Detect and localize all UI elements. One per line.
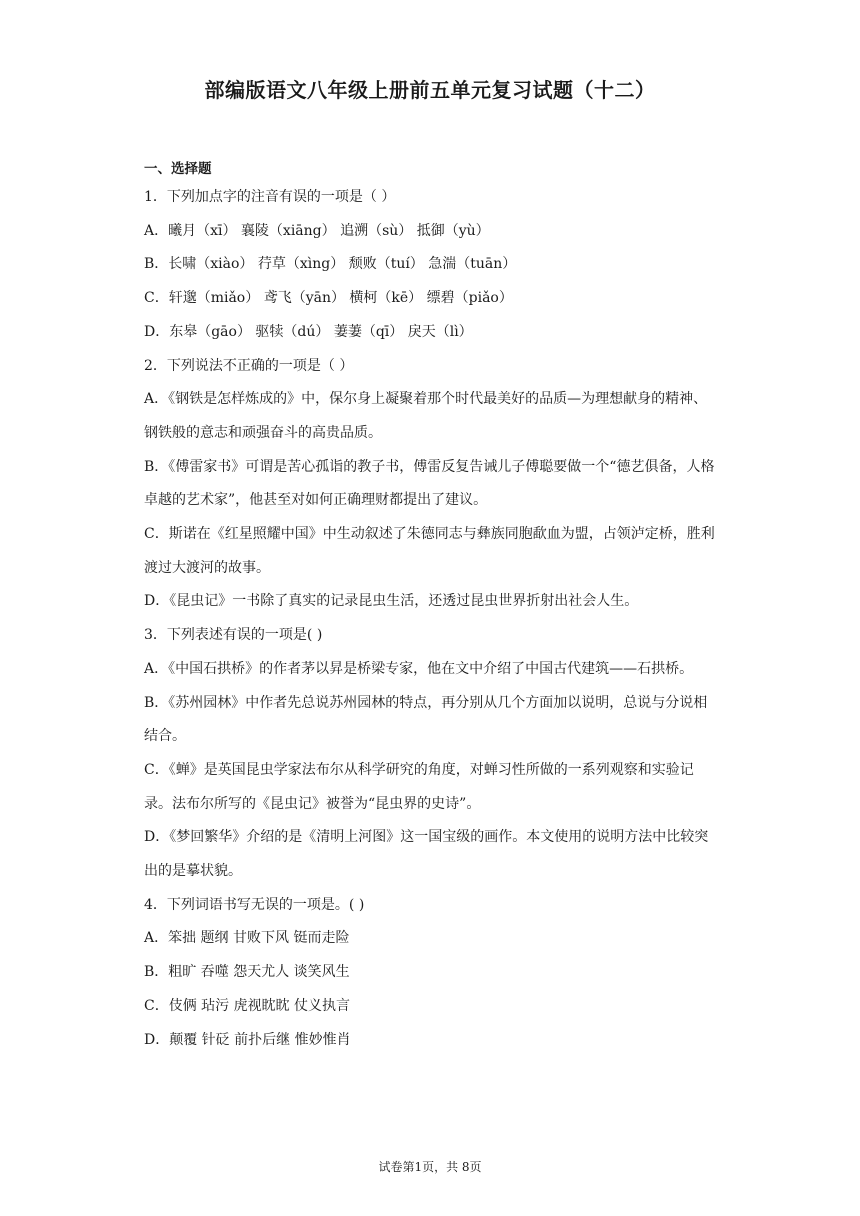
page-title: 部编版语文八年级上册前五单元复习试题（十二） [204,78,656,102]
question-3-option-c: C．《蝉》是英国昆虫学家法布尔从科学研究的角度，对蝉习性所做的一系列观察和实验记录。法布尔所写的《昆虫记》被誉为“昆虫界的史诗”。 [144,761,694,812]
question-4-stem: 4．下列词语书写无误的一项是。( ) [144,896,365,913]
question-1-option-c: C．轩邈（miǎo） 鸢飞（yān） 横柯（kē） 缥碧（piǎo） [144,290,513,307]
question-body [144,181,719,1057]
question-4-option-b: B．粗旷 吞噬 怨天尤人 谈笑风生 [144,964,350,981]
question-1-option-b: B．长啸（xiào） 荇草（xìng） 颓败（tuí） 急湍（tuān） [144,256,517,273]
section-heading: 一、选择题 [144,161,212,177]
question-1-option-d: D．东皋（gāo） 驱犊（dú） 萋萋（qī） 戾天（lì） [144,323,473,340]
question-2-stem: 2．下列说法不正确的一项是（ ） [144,357,354,374]
question-4-option-c: C．伎俩 玷污 虎视眈眈 仗义执言 [144,997,351,1014]
question-4-option-d: D．颠覆 针砭 前扑后继 惟妙惟肖 [144,1031,351,1048]
question-3-stem: 3．下列表述有误的一项是( ) [144,627,323,644]
question-2-option-c: C．斯诺在《红星照耀中国》中生动叙述了朱德同志与彝族同胞歃血为盟，占领泸定桥，胜利渡过大渡河的故事。 [144,526,715,576]
page-footer: 试卷第1页，共 8页 [378,1160,482,1174]
question-3-option-d: D．《梦回繁华》介绍的是《清明上河图》这一国宝级的画作。本文使用的说明方法中比较突出的是摹状貌。 [144,829,709,880]
question-2-option-b: B．《傅雷家书》可谓是苦心孤诣的教子书，傅雷反复告诫儿子傅聪要做一个“德艺俱备，人格卓越的艺术家”，他甚至对如何正确理财都提出了建议。 [144,458,715,509]
question-4-option-a: A．笨拙 题纲 甘败下风 铤而走险 [144,930,350,947]
question-3-option-b: B．《苏州园林》中作者先总说苏州园林的特点，再分别从几个方面加以说明，总说与分说相结合。 [144,694,708,745]
question-1-stem: 1．下列加点字的注音有误的一项是（ ） [144,189,396,205]
question-3-option-a: A．《中国石拱桥》的作者茅以昇是桥梁专家，他在文中介绍了中国古代建筑——石拱桥。 [144,660,694,677]
question-2-option-a: A．《钢铁是怎样炼成的》中，保尔身上凝聚着那个时代最美好的品质—为理想献身的精神、钢铁般的意志和顽强奋斗的高贵品质。 [144,391,708,441]
question-2-option-d: D．《昆虫记》一书除了真实的记录昆虫生活，还透过昆虫世界折射出社会人生。 [144,593,639,610]
question-1-option-a: A．曦月（xī） 襄陵（xiāng） 追溯（sù） 抵御（yù） [144,222,490,239]
